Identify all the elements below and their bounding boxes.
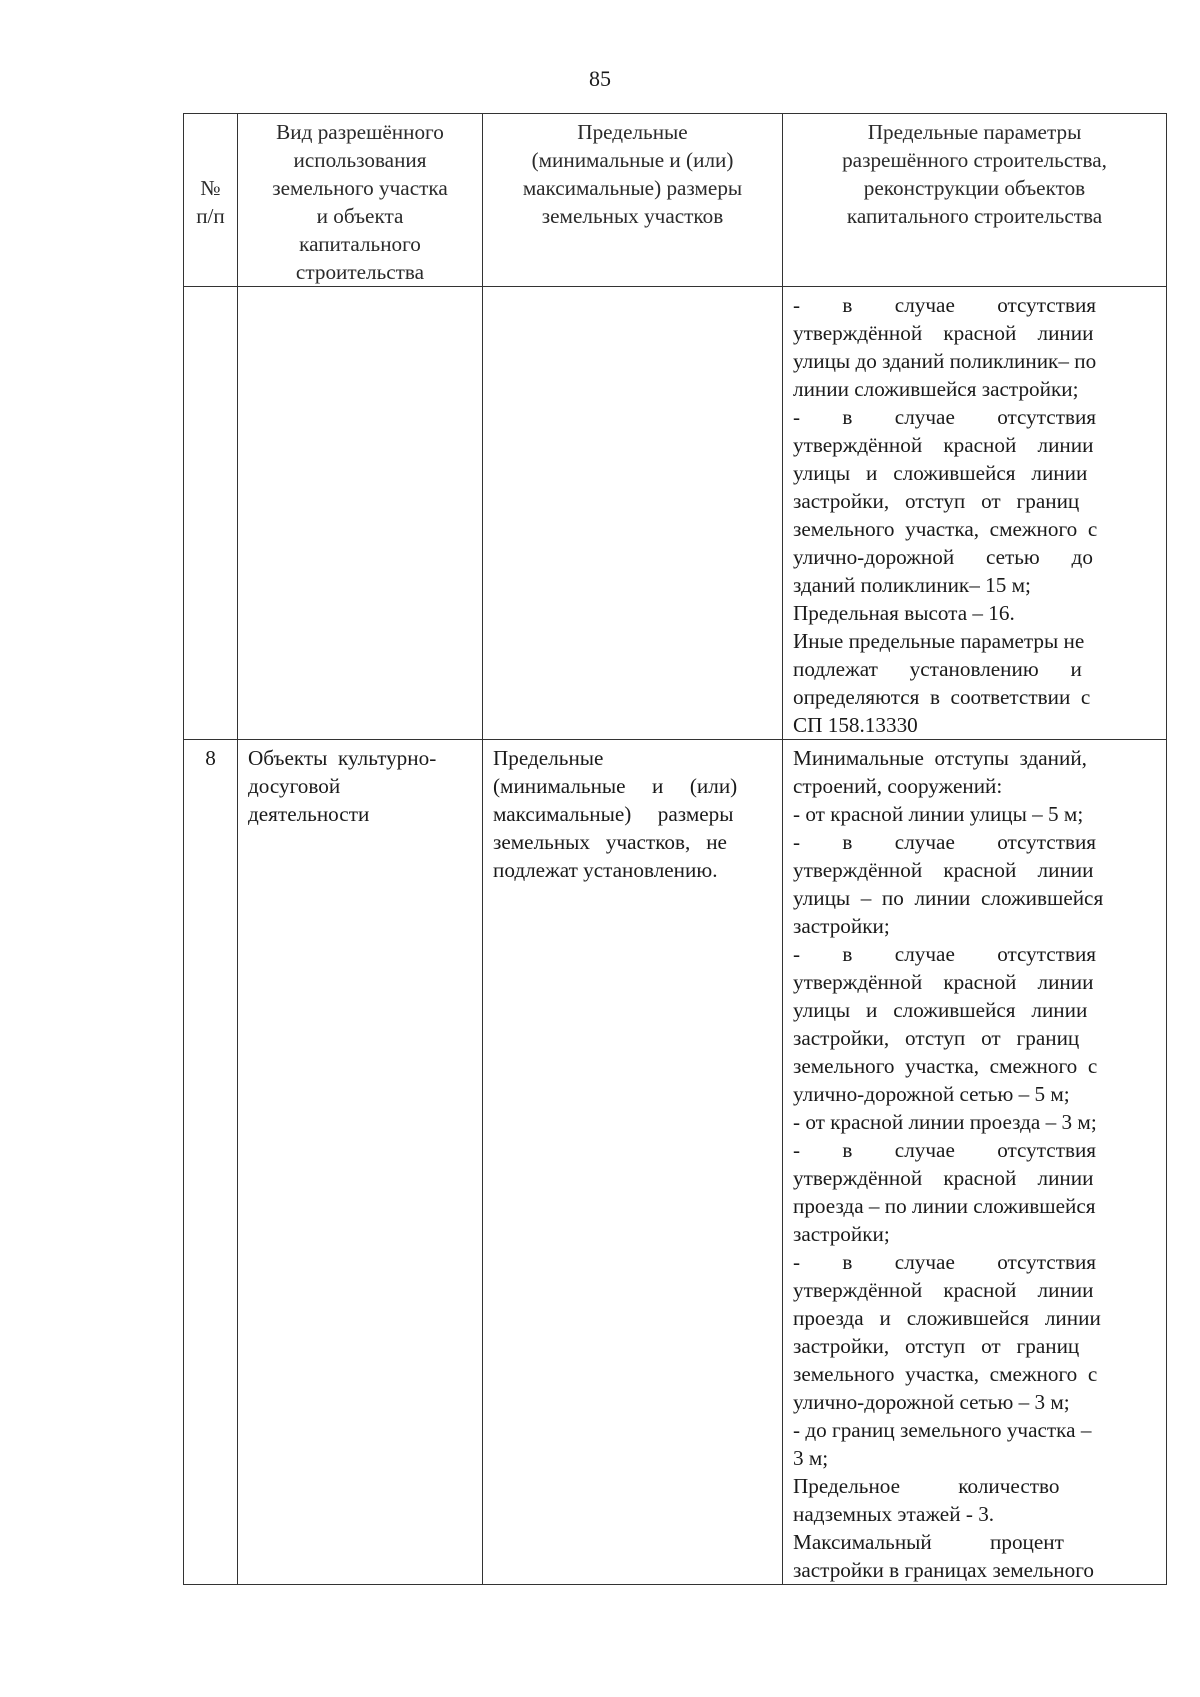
text-line: - в случае отсутствия	[793, 293, 1097, 317]
text-line: деятельности	[248, 802, 370, 826]
header-number-cell	[184, 114, 238, 287]
text-line: - до границ земельного участка –	[793, 1418, 1092, 1442]
text-line: проезда – по линии сложившейся	[793, 1194, 1096, 1218]
text-line: подлежат установлению и	[793, 657, 1082, 681]
text-line: утверждённой красной линии	[793, 1166, 1094, 1190]
parameters-cell	[783, 287, 1167, 740]
text-line: строений, сооружений:	[793, 774, 1003, 798]
header-line: разрешённого строительства,	[842, 148, 1107, 172]
text-line: досуговой	[248, 774, 341, 798]
header-line: и объекта	[316, 204, 404, 228]
header-line: земельного участка	[272, 176, 448, 200]
text-line: застройки в границах земельного	[793, 1558, 1094, 1582]
text-line: СП 158.13330	[793, 713, 918, 737]
text-line: улично-дорожной сетью до	[793, 545, 1093, 569]
text-line: Предельные	[493, 746, 604, 770]
text-line: определяются в соответствии с	[793, 685, 1091, 709]
text-line: застройки;	[793, 914, 890, 938]
table-row-8	[184, 740, 1167, 1585]
header-use-type-cell	[238, 114, 483, 287]
plot-size-cell-empty	[483, 287, 783, 740]
text-line: - в случае отсутствия	[793, 1250, 1097, 1274]
text-line: утверждённой красной линии	[793, 1278, 1094, 1302]
plot-size-cell	[483, 740, 783, 1585]
page-number: 85	[589, 66, 611, 91]
header-line: максимальные) размеры	[522, 176, 743, 200]
text-line: улицы и сложившейся линии	[793, 998, 1088, 1022]
text-line: земельного участка, смежного с	[793, 1362, 1098, 1386]
text-line: - от красной линии улицы – 5 м;	[793, 802, 1084, 826]
header-line: п/п	[196, 204, 225, 228]
row-number-cell: 8	[184, 740, 238, 1585]
text-line: - от красной линии проезда – 3 м;	[793, 1110, 1097, 1134]
text-line: застройки, отступ от границ	[793, 1334, 1080, 1358]
text-line: Предельная высота – 16.	[793, 601, 1015, 625]
header-line: Предельные	[577, 120, 688, 144]
text-line: зданий поликлиник– 15 м;	[793, 573, 1031, 597]
text-line: Максимальный процент	[793, 1530, 1064, 1554]
text-line: улично-дорожной сетью – 5 м;	[793, 1082, 1070, 1106]
text-line: улицы до зданий поликлиник– по	[793, 349, 1097, 373]
header-line: реконструкции объектов	[863, 176, 1086, 200]
header-plot-size-cell	[483, 114, 783, 287]
parameters-cell	[783, 740, 1167, 1585]
table-row-continuation	[184, 287, 1167, 740]
text-line: подлежат установлению.	[493, 858, 718, 882]
text-line: проезда и сложившейся линии	[793, 1306, 1101, 1330]
text-line: - в случае отсутствия	[793, 942, 1097, 966]
text-line: Предельное количество	[793, 1474, 1060, 1498]
header-line: (минимальные и (или)	[531, 148, 734, 172]
text-line: - в случае отсутствия	[793, 405, 1097, 429]
text-line: максимальные) размеры	[493, 802, 734, 826]
text-line: - в случае отсутствия	[793, 1138, 1097, 1162]
text-line: 3 м;	[793, 1446, 829, 1470]
text-line: надземных этажей - 3.	[793, 1502, 995, 1526]
table-header-row	[184, 114, 1167, 287]
text-line: улицы – по линии сложившейся	[793, 886, 1104, 910]
use-type-cell-empty	[238, 287, 483, 740]
text-line: утверждённой красной линии	[793, 858, 1094, 882]
header-line: использования	[293, 148, 427, 172]
header-line: Вид разрешённого	[276, 120, 444, 144]
text-line: Минимальные отступы зданий,	[793, 746, 1087, 770]
text-line: утверждённой красной линии	[793, 970, 1094, 994]
text-line: застройки, отступ от границ	[793, 1026, 1080, 1050]
header-line: капитального	[299, 232, 421, 256]
text-line: земельных участков, не	[493, 830, 727, 854]
header-line: земельных участков	[541, 204, 724, 228]
header-line: №	[200, 176, 221, 200]
header-line: строительства	[295, 260, 425, 284]
zoning-table	[183, 113, 1167, 1585]
header-parameters-cell	[783, 114, 1167, 287]
text-line: линии сложившейся застройки;	[793, 377, 1079, 401]
text-line: утверждённой красной линии	[793, 433, 1094, 457]
text-line: улицы и сложившейся линии	[793, 461, 1088, 485]
text-line: застройки;	[793, 1222, 890, 1246]
number-cell-empty	[184, 287, 238, 740]
text-line: (минимальные и (или)	[493, 774, 738, 798]
text-line: Объекты культурно-	[248, 746, 437, 770]
text-line: улично-дорожной сетью – 3 м;	[793, 1390, 1070, 1414]
header-line: капитального строительства	[846, 204, 1103, 228]
text-line: земельного участка, смежного с	[793, 1054, 1098, 1078]
header-line: Предельные параметры	[867, 120, 1082, 144]
text-line: Иные предельные параметры не	[793, 629, 1085, 653]
use-type-cell	[238, 740, 483, 1585]
text-line: - в случае отсутствия	[793, 830, 1097, 854]
text-line: утверждённой красной линии	[793, 321, 1094, 345]
text-line: застройки, отступ от границ	[793, 489, 1080, 513]
text-line: земельного участка, смежного с	[793, 517, 1098, 541]
